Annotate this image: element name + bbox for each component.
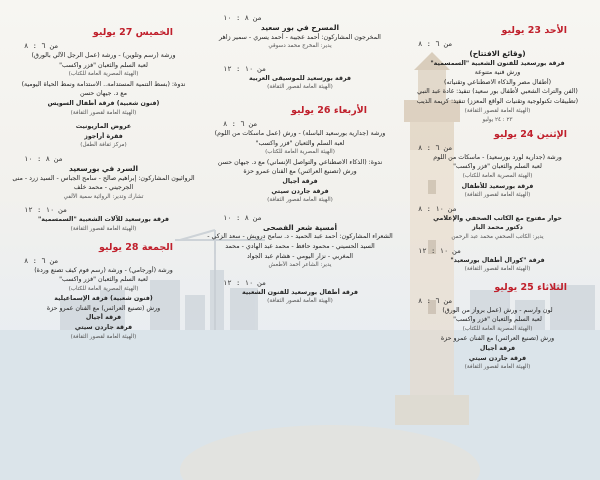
event-line: المخرجون المشاركون: أحمد عجيبة - أحمد يسري - سمير زاهر	[219, 33, 381, 41]
organizer-note: (الهيئة العامة لقصور الثقافة)	[464, 192, 531, 199]
organizer-note: (الهيئة العامة لقصور الثقافة)	[464, 364, 531, 371]
organizer-note: (الهيئة العامة لقصور الثقافة)	[70, 109, 137, 116]
day-heading-thursday: الخميس 27 يوليو	[92, 27, 173, 38]
event-line: (أطفال مصر والذكاء الاصطناعي وتقنياته)	[443, 78, 552, 86]
event-line: الجرجيني - محمد خلف	[73, 184, 134, 192]
organizer-note: (الهيئة العامة لقصور الثقافة)	[267, 84, 333, 91]
event-line: فرقة بورسعيد للأطفال	[461, 182, 534, 190]
event-line: ندوة: (بسط التنمية المستدامة.. الاستدامة ونمط الحياة اليومية)	[21, 80, 186, 88]
event-line: (تطبيقات تكنولوجية وتقنيات الواقع المعزز) تنفيذ: كريمة الذيب	[416, 97, 579, 105]
event-title: المسرح في بور سعيد	[260, 23, 340, 32]
event-line: ورش (تصنيع العرائس) مع الفنان عمرو حزة	[46, 304, 161, 312]
organizer-note: (الهيئة المصرية العامة للكتاب)	[68, 285, 139, 292]
day-heading-monday: الإثنين 24 يوليو	[494, 128, 567, 140]
event-title: (وقائع الافتتاح)	[469, 49, 526, 58]
event-line: ورش (تصنيع العرائس) مع الفنان عمرو حزة	[243, 168, 357, 176]
moderator-note: تشارك وتدير: الروائية سمية الألفي	[63, 193, 144, 200]
event-line: فرقة جاردن سيتي	[74, 324, 133, 332]
column-middle	[205, 0, 395, 480]
event-line: مع د. جيهان حسن	[79, 90, 128, 98]
event-line: فرقة بورسعيد للفنون الشعبية "السمسمية"	[430, 59, 565, 67]
day-heading-friday: الجمعة 28 يوليو	[99, 241, 173, 253]
event-line: ورش فنية متنوعة	[474, 69, 521, 77]
time-slot: من ١٠ : ١٢	[418, 245, 462, 255]
event-line: فقرة أراجوز	[84, 132, 123, 140]
time-slot: من ٦ : ٨	[24, 255, 59, 265]
time-slot: من ٦ : ٨	[24, 41, 59, 50]
organizer-note: (مركز ثقافة الطفل)	[80, 142, 127, 149]
event-line: فرقة أطفال بورسعيد للفنون الشعبية	[242, 288, 358, 296]
event-title: أمسية شعر الفصحى	[262, 222, 338, 232]
moderator-note: يدير: الشاعر أحمد الأطعش	[268, 262, 332, 269]
organizer-note: (الهيئة المصرية العامة للكتاب)	[68, 71, 139, 78]
organizer-note: (الهيئة العامة لقصور الثقافة)	[464, 266, 531, 273]
time-slot: من ٦ : ٨	[418, 142, 453, 152]
event-line: فرقة جاردن سيتي	[271, 187, 329, 195]
event-line: لعبة السلم والثعبان "فزر واكسب"	[255, 139, 345, 147]
time-slot: من ٨ : ١٠	[24, 153, 63, 163]
event-line: عروض الماريونيت	[75, 123, 132, 131]
time-slot: من ٨ : ١٠	[223, 212, 262, 222]
organizer-note: (الهيئة العامة لقصور الثقافة)	[70, 225, 137, 232]
event-line: لعبة السلم والثعبان "فزر واكسب"	[59, 276, 148, 284]
event-line: لون وارسم - ورش (عمل برواز من الورق)	[442, 306, 553, 314]
organizer-note: (الهيئة المصرية العامة للكتاب)	[265, 149, 335, 156]
event-line: فرقة أجيال	[479, 345, 516, 353]
event-line: (فنون شعبية) فرقة أطفال السويس	[47, 99, 160, 107]
organizer-note: (الهيئة العامة لقصور الثقافة)	[70, 333, 137, 340]
event-line: المغربي - نزار اليومي - هشام عبد الجواد	[246, 252, 354, 260]
organizer-note: (الهيئة العامة لقصور الثقافة)	[267, 197, 333, 204]
day-heading-sunday: الأحد 23 يوليو	[501, 25, 567, 36]
time-slot: من ١٠ : ١٢	[223, 63, 267, 73]
event-line: لعبة السلم والثعبان "فزر واكسب"	[59, 61, 148, 69]
event-line: فرقة بورسعيد للآلات الشعبية "السمسمية"	[38, 216, 169, 224]
day-heading-tuesday: الثلاثاء 25 يوليو	[494, 281, 567, 293]
day-heading-wednesday: الأربعاء 26 يوليو	[291, 104, 367, 116]
event-line: ندوة: (الذكاء الاصطناعي والتواصل الإنساني) مع د. جيهان حسن	[217, 158, 383, 166]
event-line: الشعراء المشاركون: أحمد عبد الحميد - د. سامح درويش - سعد الزكي -	[207, 233, 393, 241]
event-line: لعبة السلم والثعبان "فزر واكسب"	[453, 316, 542, 324]
event-line: فرقة بورسعيد للموسيقى العربية	[249, 74, 351, 82]
column-right	[400, 0, 595, 480]
event-line: ورشة (رسم وتلوين) - ورشة (عمل الرجل الآلي بالورق)	[31, 52, 176, 59]
event-line: فرقة أجيال	[85, 314, 122, 322]
time-slot: من ٦ : ٨	[418, 295, 453, 305]
moderator-note: يدير: الكاتب الصحفي محمد عبد الرحمن	[451, 233, 544, 240]
column-left	[6, 0, 201, 480]
event-line: دكتور محمد الباز	[472, 224, 523, 232]
organizer-note: (الهيئة العامة لقصور الثقافة)	[464, 107, 531, 114]
organizer-note: (الهيئة العامة لقصور الثقافة)	[267, 298, 333, 305]
organizer-note: (الهيئة المصرية العامة للكتاب)	[462, 172, 533, 179]
event-line: (فنون شعبية) فرقة الإسماعيلية	[54, 295, 153, 303]
event-line: الروائيون المشاركون: إبراهيم صالح - سامح الجباس - السيد زرد - منى	[12, 174, 195, 182]
time-slot: من ٦ : ٨	[223, 118, 258, 128]
event-line: ورشة (جدارية بورسعيد الباسلة) - ورش (عمل ماسكات من اللوم)	[214, 129, 386, 137]
time-slot: من ١٠ : ١٢	[223, 277, 267, 287]
event-line: فرقة "كورال أطفال بورسعيد"	[450, 256, 545, 264]
event-line: ورش (تصنيع العرائس) مع الفنان عمرو حزة	[440, 335, 555, 343]
event-title: السرد في بورسعيد	[68, 163, 139, 173]
event-line: السيد الحسيني - محمود حافظ - محمد عبد الهادي - محمد	[225, 242, 375, 250]
date-range: ٢٣ : ٢٤ يوليو	[482, 117, 513, 124]
event-line: (الفن والتراث الشعبي لأطفال بور سعيد) تنفيذ: غادة عبد النبي	[417, 88, 578, 96]
event-line: حوار مفتوح مع الكاتب الصحفي والإعلامي	[433, 214, 562, 222]
time-slot: من ١٠ : ١٢	[24, 205, 68, 215]
organizer-note: (الهيئة المصرية العامة للكتاب)	[462, 325, 533, 332]
time-slot: من ٨ : ١٠	[223, 13, 262, 22]
event-line: فرقة جاردن سيتي	[468, 354, 527, 362]
event-line: ورشة (جدارية لورد بورسعيد) - ماسكات من اللوم	[433, 153, 562, 161]
time-slot: من ١٠ : ٨	[418, 203, 457, 213]
time-slot: من ٦ : ٨	[418, 39, 453, 48]
event-line: ورشة (أورجامي) - ورشة (رسم فوم كيف تصنع وردة)	[34, 266, 173, 274]
moderator-note: يدير: المخرج محمد دسوقي	[268, 43, 332, 50]
event-line: لعبة السلم والثعبان "فزر واكسب"	[453, 163, 542, 171]
event-line: فرقة أجيال	[282, 177, 318, 185]
